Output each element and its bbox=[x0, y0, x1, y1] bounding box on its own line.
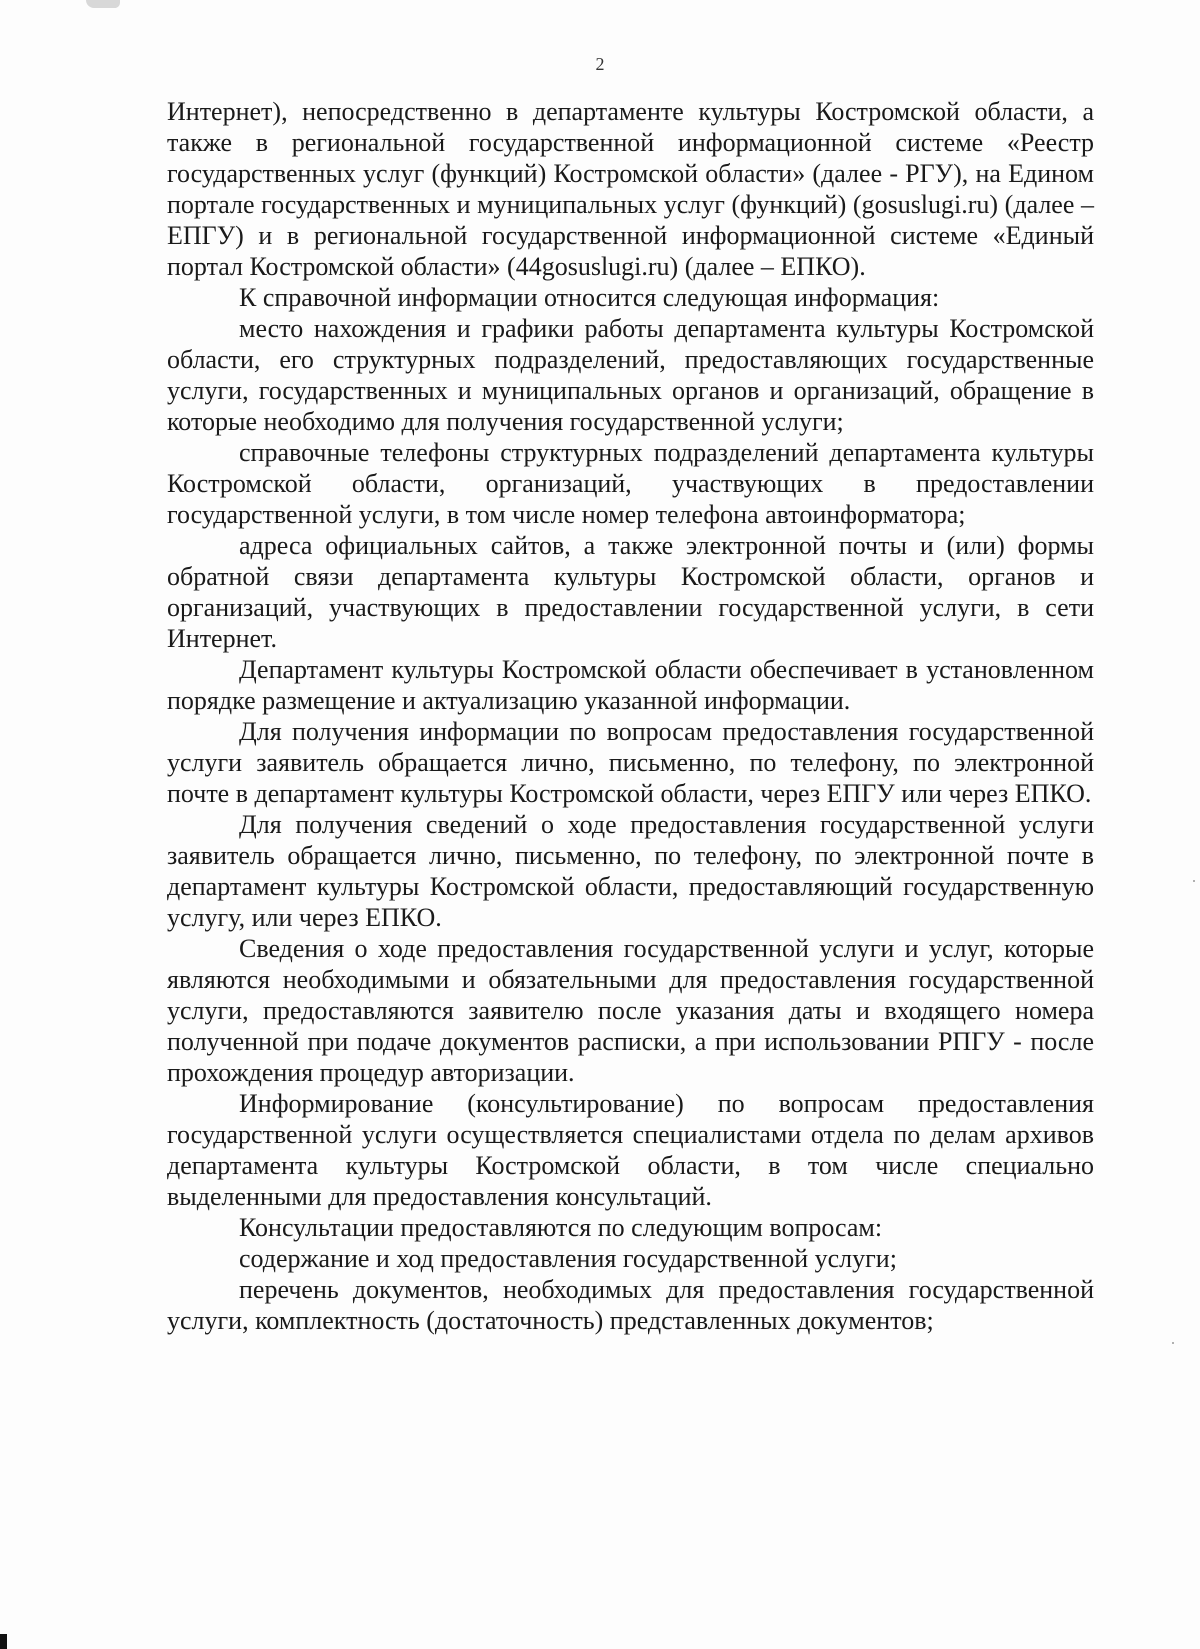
page-number: 2 bbox=[595, 54, 605, 74]
document-body bbox=[167, 96, 1094, 1336]
paragraph-11: Консультации предоставляются по следующим вопросам: bbox=[239, 1213, 883, 1242]
scan-artifact-top bbox=[86, 0, 120, 8]
paragraph-12: содержание и ход предоставления государственной услуги; bbox=[239, 1244, 897, 1273]
paragraph-8: Для получения сведений о ходе предоставления государственной услуги заявитель обращается лично, письменно, по телефону, по электронной почте в департамент культуры Костромской области, предоставляющий государственную услугу, или через ЕПКО. bbox=[167, 810, 1094, 932]
paragraph-3: место нахождения и графики работы департамента культуры Костромской области, его структурных подразделений, предоставляющих государственные услуги, государственных и муниципальных органов и организаций, обращение в которые необходимо для получения государственной услуги; bbox=[167, 314, 1094, 436]
paragraph-1: Интернет), непосредственно в департаменте культуры Костромской области, а также в региональной государственной информационной системе «Реестр государственных услуг (функций) Костромской области» (далее - РГУ), на Едином портале государственных и муниципальных услуг (функций) (gosuslugi.ru) (далее – ЕПГУ) и в региональной государственной информационной системе «Единый портал Костромской области» (44gosuslugi.ru) (далее – ЕПКО). bbox=[167, 97, 1094, 281]
paragraph-6: Департамент культуры Костромской области обеспечивает в установленном порядке размещение и актуализацию указанной информации. bbox=[167, 655, 1094, 715]
scan-speck bbox=[1193, 880, 1195, 882]
paragraph-5: адреса официальных сайтов, а также электронной почты и (или) формы обратной связи департамента культуры Костромской области, органов и организаций, участвующих в предоставлении государственной услуги, в сети Интернет. bbox=[167, 531, 1094, 653]
paragraph-2: К справочной информации относится следующая информация: bbox=[239, 283, 940, 312]
paragraph-7: Для получения информации по вопросам предоставления государственной услуги заявитель обращается лично, письменно, по телефону, по электронной почте в департамент культуры Костромской области, через ЕПГУ или через ЕПКО. bbox=[167, 717, 1094, 808]
paragraph-10: Информирование (консультирование) по вопросам предоставления государственной услуги осуществляется специалистами отдела по делам архивов департамента культуры Костромской области, в том числе специально выделенными для предоставления консультаций. bbox=[167, 1089, 1094, 1211]
scan-speck bbox=[1172, 1342, 1174, 1344]
scan-artifact-bottom bbox=[0, 1634, 7, 1649]
paragraph-4: справочные телефоны структурных подразделений департамента культуры Костромской области, организаций, участвующих в предоставлении государственной услуги, в том числе номер телефона автоинформатора; bbox=[167, 438, 1094, 529]
paragraph-9: Сведения о ходе предоставления государственной услуги и услуг, которые являются необходимыми и обязательными для предоставления государственной услуги, предоставляются заявителю после указания даты и входящего номера полученной при подаче документов расписки, а при использовании РПГУ - после прохождения процедур авторизации. bbox=[167, 934, 1094, 1087]
paragraph-13: перечень документов, необходимых для предоставления государственной услуги, комплектность (достаточность) представленных документов; bbox=[167, 1275, 1094, 1335]
